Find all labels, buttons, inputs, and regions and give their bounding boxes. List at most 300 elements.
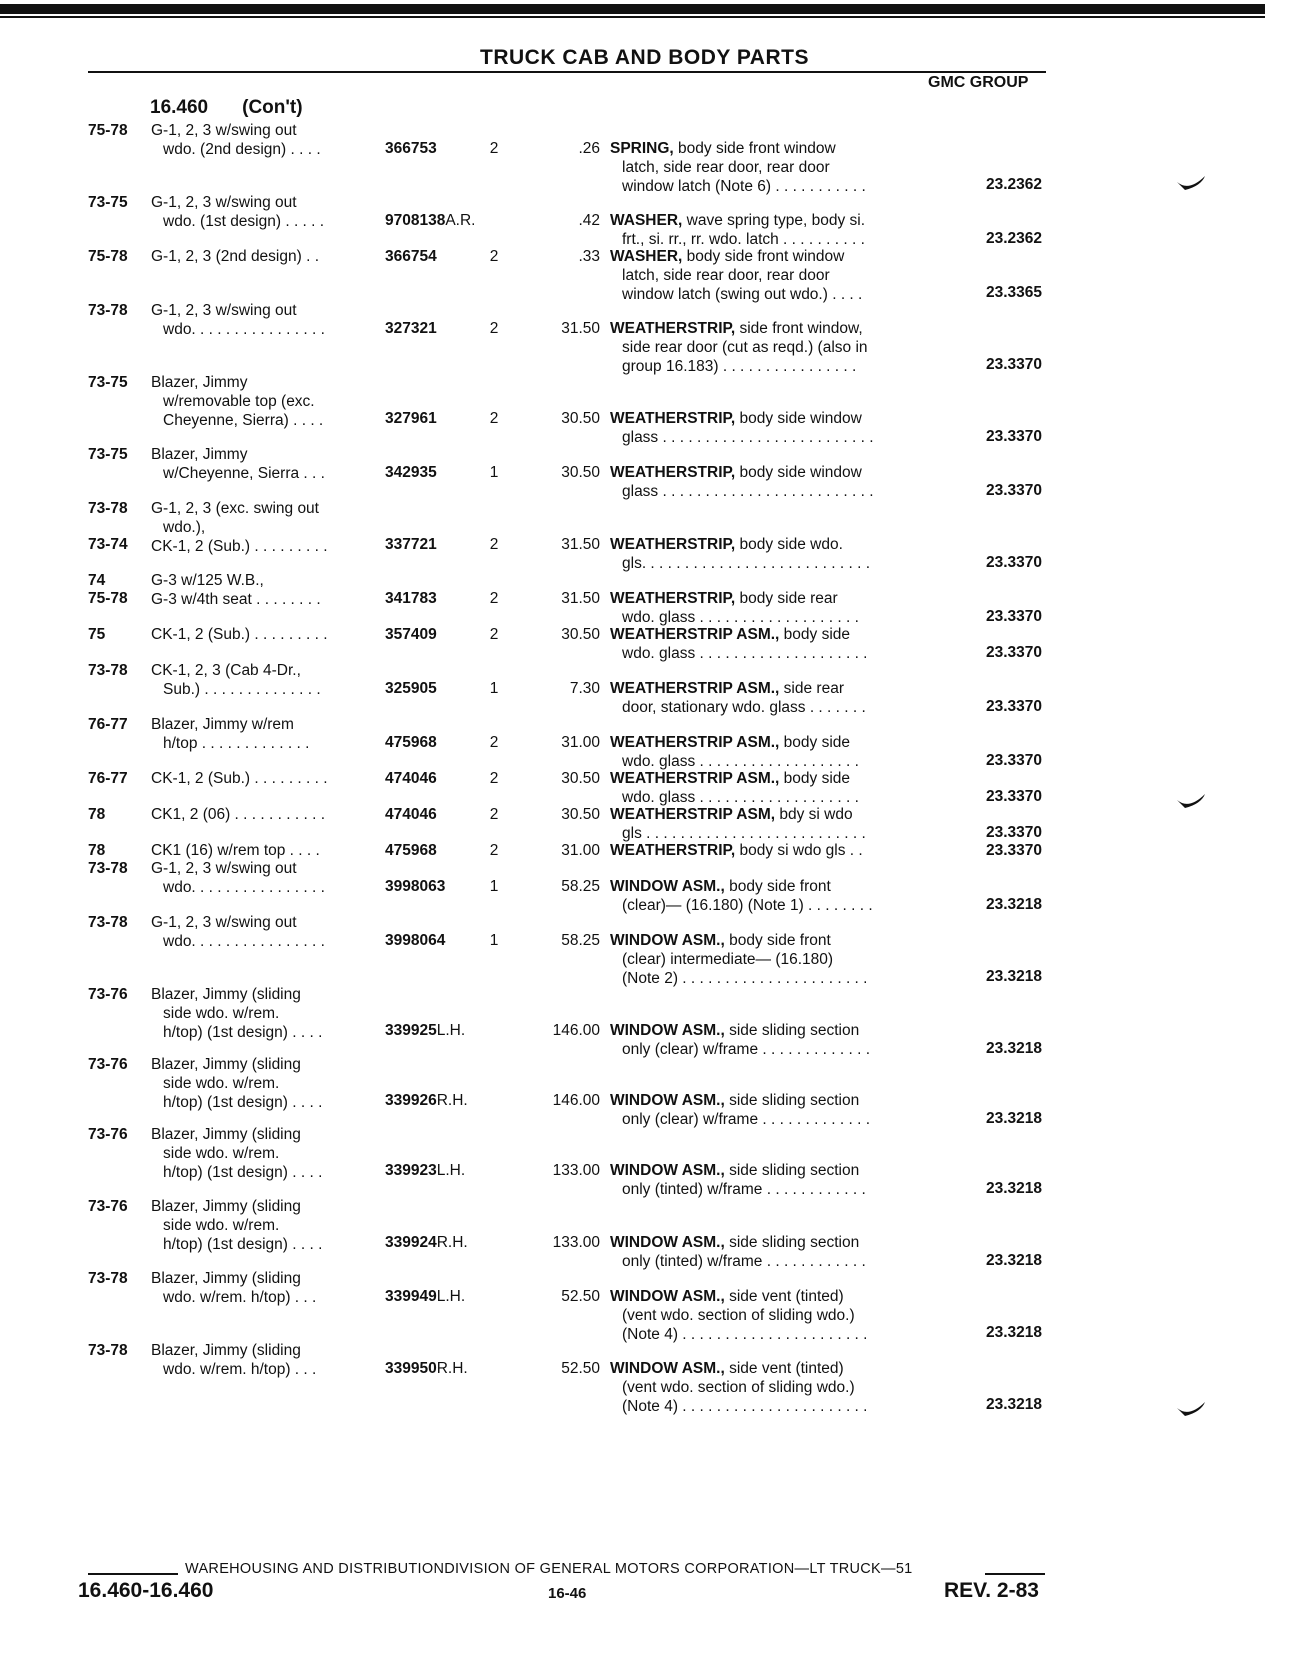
application-line: h/top) (1st design) . . . . [163,1094,323,1111]
application-description [151,661,376,699]
part-number [385,1161,465,1180]
part-description-line: window latch (Note 6) . . . . . . . . . . . [622,178,866,195]
application-line: wdo.), [163,519,206,536]
part-number-value: 3998064 [385,932,446,949]
part-description [610,1233,930,1271]
part-description [610,679,930,717]
price: 52.50 [561,1360,600,1377]
part-description [610,769,930,807]
model-year: 73-78 [88,302,128,319]
part-description [610,1359,930,1416]
part-description-line: side vent (tinted) [729,1360,844,1377]
part-description-line: body side wdo. [739,536,843,553]
model-year: 73-76 [88,1126,128,1143]
quantity: 1 [489,878,499,895]
part-description [610,139,930,196]
part-number [385,211,476,230]
part-number [385,625,437,644]
part-description-line: (vent wdo. section of sliding wdo.) [622,1379,855,1396]
application-description [151,625,376,644]
group-reference: 23.3370 [985,698,1042,715]
part-description-line: body side [783,734,851,751]
group-reference: 23.3370 [985,788,1042,805]
group-reference: 23.3370 [985,824,1042,841]
part-description-line: (clear) intermediate— (16.180) [622,951,834,968]
part-description-line: (clear)— (16.180) (Note 1) . . . . . . . . [622,897,873,914]
quantity: 1 [489,464,499,481]
part-name: WINDOW ASM., [610,1234,725,1251]
part-description [610,247,930,304]
part-number-value: 9708138 [385,212,446,229]
price: .26 [578,140,600,157]
application-line: side wdo. w/rem. [163,1145,280,1162]
application-line: G-1, 2, 3 w/swing out [151,860,297,877]
part-number [385,1287,465,1306]
binding-hole-mark [1175,1394,1209,1422]
application-line: CK-1, 2 (Sub.) . . . . . . . . . [151,770,328,787]
part-number-value: 339926 [385,1092,437,1109]
part-description-line: gls . . . . . . . . . . . . . . . . . . . . . . . . . . [622,825,866,842]
application-description [151,805,376,824]
footer-section-range: 16.460-16.460 [78,1579,214,1602]
model-year: 73-78 [88,914,128,931]
part-number-value: 339923 [385,1162,437,1179]
group-reference: 23.3218 [985,1324,1042,1341]
part-description-line: wave spring type, body si. [686,212,865,229]
group-reference: 23.3218 [985,968,1042,985]
application-description [151,841,376,860]
part-number [385,589,437,608]
part-number-suffix: R.H. [436,1360,468,1377]
part-number [385,679,437,698]
application-line: h/top) (1st design) . . . . [163,1164,323,1181]
part-number [385,319,437,338]
footer-rule-left [88,1573,178,1575]
quantity: 1 [489,932,499,949]
application-line: h/top) (1st design) . . . . [163,1236,323,1253]
application-description [151,769,376,788]
part-description-line: body side [783,626,851,643]
model-year: 76-77 [88,770,128,787]
part-description-line: body side front window [686,248,845,265]
part-number [385,247,437,266]
binding-hole-mark [1175,786,1209,814]
part-description [610,1091,930,1129]
quantity: 2 [489,734,499,751]
application-line: G-1, 2, 3 (exc. swing out [151,500,319,517]
group-reference: 23.3370 [985,608,1042,625]
part-name: WEATHERSTRIP ASM, [610,806,776,823]
title-rule [88,71,1046,73]
part-description [610,1161,930,1199]
part-description [610,841,930,860]
application-description [151,499,376,556]
group-reference: 23.3370 [985,752,1042,769]
part-number-value: 339950 [385,1360,437,1377]
model-year: 73-76 [88,1198,128,1215]
part-description [610,409,930,447]
part-description-line: window latch (swing out wdo.) . . . . [622,286,863,303]
model-year: 78 [88,806,106,823]
application-description [151,571,376,609]
quantity: 2 [489,410,499,427]
part-name: WINDOW ASM., [610,1022,725,1039]
part-description-line: body side [783,770,851,787]
part-description-line: side sliding section [729,1092,860,1109]
part-description-line: side front window, [739,320,863,337]
application-line: CK1, 2 (06) . . . . . . . . . . . [151,806,325,823]
section-heading [150,97,303,119]
part-number-value: 474046 [385,770,437,787]
model-year: 75 [88,626,106,643]
part-description-line: frt., si. rr., rr. wdo. latch . . . . . . . . . . [622,231,865,248]
application-description [151,1125,376,1182]
part-name: WEATHERSTRIP ASM., [610,734,780,751]
part-description-line: only (tinted) w/frame . . . . . . . . . . . . [622,1253,866,1270]
footer-rule-right [985,1573,1045,1575]
part-description-line: side sliding section [729,1162,860,1179]
top-border-rule [0,4,1265,14]
footer-page-number: 16-46 [548,1585,587,1602]
group-reference: 23.3218 [985,1040,1042,1057]
part-description-line: only (clear) w/frame . . . . . . . . . . . . . [622,1111,871,1128]
part-description [610,625,930,663]
application-line: h/top . . . . . . . . . . . . . [163,735,310,752]
application-line: CK1 (16) w/rem top . . . . [151,842,320,859]
part-description-line: body side rear [739,590,838,607]
part-number-value: 339925 [385,1022,437,1039]
part-number-value: 366753 [385,140,437,157]
application-description [151,301,376,339]
application-line: G-3 w/4th seat . . . . . . . . [151,591,321,608]
application-line: CK-1, 2 (Sub.) . . . . . . . . . [151,538,328,555]
group-reference: 23.3370 [985,428,1042,445]
part-number-value: 475968 [385,734,437,751]
part-number-suffix: A.R. [445,212,476,229]
part-number [385,841,437,860]
price: 30.50 [561,410,600,427]
application-description [151,985,376,1042]
application-line: wdo. (2nd design) . . . . [163,141,321,158]
part-number [385,733,437,752]
part-number-suffix: L.H. [436,1288,466,1305]
price: 30.50 [561,770,600,787]
part-description-line: wdo. glass . . . . . . . . . . . . . . . . . . . [622,789,859,806]
application-description [151,445,376,483]
application-description [151,193,376,231]
application-line: Blazer, Jimmy (sliding [151,1342,301,1359]
part-number [385,877,445,896]
model-year: 76-77 [88,716,128,733]
part-description-line: door, stationary wdo. glass . . . . . . . [622,699,866,716]
group-reference: 23.3218 [985,1110,1042,1127]
group-reference: 23.3370 [985,356,1042,373]
application-description [151,1341,376,1379]
part-description-line: bdy si wdo [779,806,853,823]
part-number-value: 327961 [385,410,437,427]
part-number-value: 339924 [385,1234,437,1251]
part-number-suffix: L.H. [436,1162,466,1179]
group-reference: 23.2362 [985,230,1042,247]
part-description-line: latch, side rear door, rear door [622,267,830,284]
part-name: WINDOW ASM., [610,1288,725,1305]
part-description-line: group 16.183) . . . . . . . . . . . . . . . . [622,358,857,375]
quantity: 2 [489,536,499,553]
group-reference: 23.3370 [985,554,1042,571]
model-year: 74 [88,572,106,589]
application-line: G-1, 2, 3 (2nd design) . . [151,248,320,265]
part-number [385,931,445,950]
part-name: WEATHERSTRIP, [610,464,736,481]
part-name: WASHER, [610,248,683,265]
price: 7.30 [569,680,600,697]
part-description [610,589,930,627]
footer-text: WAREHOUSING AND DISTRIBUTIONDIVISION OF GENERAL MOTORS CORPORATION—LT TRUCK—51 [185,1561,913,1577]
part-number [385,409,437,428]
part-description-line: (Note 4) . . . . . . . . . . . . . . . . . . . . . . [622,1398,868,1415]
part-name: WEATHERSTRIP, [610,590,736,607]
application-description [151,715,376,753]
section-continued: (Con't) [242,97,303,118]
part-number [385,1359,468,1378]
group-reference: 23.3370 [985,644,1042,661]
part-name: WEATHERSTRIP ASM., [610,626,780,643]
part-description-line: side sliding section [729,1234,860,1251]
part-description [610,535,930,573]
application-description [151,859,376,897]
application-line: CK-1, 2, 3 (Cab 4-Dr., [151,662,301,679]
part-name: WASHER, [610,212,683,229]
model-year: 75-78 [88,248,128,265]
model-year: 78 [88,842,106,859]
price: 58.25 [561,932,600,949]
price: 30.50 [561,626,600,643]
quantity: 1 [489,680,499,697]
quantity: 2 [489,626,499,643]
part-description-line: body side front [729,878,831,895]
part-number-value: 366754 [385,248,437,265]
application-line: G-1, 2, 3 w/swing out [151,194,297,211]
quantity: 2 [489,806,499,823]
part-name: WEATHERSTRIP, [610,842,736,859]
part-description-line: glass . . . . . . . . . . . . . . . . . . . . . . . . . [622,483,874,500]
part-description [610,319,930,376]
part-number-suffix: L.H. [436,1022,466,1039]
part-description-line: (Note 2) . . . . . . . . . . . . . . . . . . . . . . [622,970,868,987]
application-line: Blazer, Jimmy (sliding [151,986,301,1003]
quantity: 2 [489,590,499,607]
part-description-line: body side window [739,464,862,481]
price: 133.00 [552,1162,600,1179]
part-number-suffix: R.H. [436,1234,468,1251]
part-name: WEATHERSTRIP, [610,320,736,337]
model-year: 73-78 [88,662,128,679]
price: 146.00 [552,1092,600,1109]
part-name: WINDOW ASM., [610,1092,725,1109]
application-description [151,373,376,430]
price: 30.50 [561,806,600,823]
price: 31.00 [561,734,600,751]
group-reference: 23.3218 [985,1396,1042,1413]
application-line: Blazer, Jimmy (sliding [151,1270,301,1287]
application-description [151,1269,376,1307]
model-year: 73-78 [88,1270,128,1287]
price: 52.50 [561,1288,600,1305]
model-year: 73-78 [88,500,128,517]
part-description-line: latch, side rear door, rear door [622,159,830,176]
price: 31.50 [561,536,600,553]
part-description-line: body side front [729,932,831,949]
part-description-line: glass . . . . . . . . . . . . . . . . . . . . . . . . . [622,429,874,446]
part-number [385,769,437,788]
application-line: CK-1, 2 (Sub.) . . . . . . . . . [151,626,328,643]
group-reference: 23.3218 [985,1252,1042,1269]
group-reference: 23.3370 [985,842,1042,859]
application-line: G-1, 2, 3 w/swing out [151,122,297,139]
application-line: Blazer, Jimmy (sliding [151,1126,301,1143]
application-line: G-1, 2, 3 w/swing out [151,302,297,319]
part-description-line: (Note 4) . . . . . . . . . . . . . . . . . . . . . . [622,1326,868,1343]
application-line: wdo. w/rem. h/top) . . . [163,1361,317,1378]
part-name: WINDOW ASM., [610,878,725,895]
application-line: G-1, 2, 3 w/swing out [151,914,297,931]
page-title: TRUCK CAB AND BODY PARTS [480,46,809,69]
application-line: Blazer, Jimmy (sliding [151,1056,301,1073]
part-description-line: side sliding section [729,1022,860,1039]
application-line: Blazer, Jimmy [151,446,248,463]
group-reference: 23.3218 [985,1180,1042,1197]
part-description-line: only (clear) w/frame . . . . . . . . . . . . . [622,1041,871,1058]
price: .33 [578,248,600,265]
part-description-line: side rear [783,680,844,697]
part-description-line: wdo. glass . . . . . . . . . . . . . . . . . . . [622,753,859,770]
part-description-line: wdo. glass . . . . . . . . . . . . . . . . . . . . [622,645,868,662]
part-number-suffix: R.H. [436,1092,468,1109]
part-number [385,535,437,554]
price: 146.00 [552,1022,600,1039]
footer-revision: REV. 2-83 [944,1579,1039,1602]
part-number-value: 3998063 [385,878,446,895]
part-number-value: 337721 [385,536,437,553]
application-line: h/top) (1st design) . . . . [163,1024,323,1041]
model-year: 73-74 [88,536,128,553]
part-number-value: 475968 [385,842,437,859]
part-description-line: body si wdo gls . . [739,842,863,859]
quantity: 2 [489,842,499,859]
group-reference: 23.3365 [985,284,1042,301]
application-line: side wdo. w/rem. [163,1075,280,1092]
price: 58.25 [561,878,600,895]
model-year: 73-75 [88,446,128,463]
quantity: 2 [489,248,499,265]
model-year: 73-76 [88,986,128,1003]
model-year: 73-78 [88,860,128,877]
group-label: GMC GROUP [928,74,1029,91]
part-number-value: 339949 [385,1288,437,1305]
model-year: 73-76 [88,1056,128,1073]
price: 30.50 [561,464,600,481]
part-number-value: 357409 [385,626,437,643]
part-description-line: only (tinted) w/frame . . . . . . . . . . . . [622,1181,866,1198]
part-description [610,211,930,249]
part-description-line: body side front window [678,140,836,157]
part-number [385,1021,465,1040]
part-description-line: gls. . . . . . . . . . . . . . . . . . . . . . . . . . . [622,555,871,572]
part-number-value: 327321 [385,320,437,337]
application-description [151,1197,376,1254]
group-reference: 23.3370 [985,482,1042,499]
part-number [385,805,437,824]
part-number-value: 325905 [385,680,437,697]
price: 31.00 [561,842,600,859]
part-number [385,1091,468,1110]
part-name: WINDOW ASM., [610,932,725,949]
section-number: 16.460 [150,97,209,118]
application-line: w/removable top (exc. [163,393,315,410]
part-name: WINDOW ASM., [610,1360,725,1377]
application-line: wdo. . . . . . . . . . . . . . . . [163,933,325,950]
part-number-value: 342935 [385,464,437,481]
model-year: 75-78 [88,590,128,607]
application-description [151,913,376,951]
application-line: Blazer, Jimmy w/rem [151,716,294,733]
part-description [610,463,930,501]
application-line: Sub.) . . . . . . . . . . . . . . [163,681,321,698]
part-description-line: body side window [739,410,862,427]
price: 31.50 [561,320,600,337]
top-border-rule-thin [0,16,1265,18]
price: 133.00 [552,1234,600,1251]
application-line: Blazer, Jimmy [151,374,248,391]
part-number [385,139,437,158]
application-line: Blazer, Jimmy (sliding [151,1198,301,1215]
part-number-value: 341783 [385,590,437,607]
model-year: 75-78 [88,122,128,139]
part-name: WINDOW ASM., [610,1162,725,1179]
application-line: wdo. (1st design) . . . . . [163,213,325,230]
application-line: Cheyenne, Sierra) . . . . [163,412,324,429]
binding-hole-mark [1175,168,1209,196]
part-description-line: (vent wdo. section of sliding wdo.) [622,1307,855,1324]
part-name: SPRING, [610,140,674,157]
application-description [151,1055,376,1112]
part-description [610,733,930,771]
application-line: wdo. . . . . . . . . . . . . . . . [163,879,325,896]
part-number [385,1233,468,1252]
application-line: wdo. . . . . . . . . . . . . . . . [163,321,325,338]
part-description-line: wdo. glass . . . . . . . . . . . . . . . . . . . [622,609,859,626]
application-line: side wdo. w/rem. [163,1217,280,1234]
part-description [610,877,930,915]
group-reference: 23.3218 [985,896,1042,913]
application-description [151,121,376,159]
model-year: 73-78 [88,1342,128,1359]
application-line: G-3 w/125 W.B., [151,572,264,589]
price: 31.50 [561,590,600,607]
part-name: WEATHERSTRIP ASM., [610,770,780,787]
price: .42 [578,212,600,229]
part-description [610,931,930,988]
part-name: WEATHERSTRIP, [610,410,736,427]
group-reference: 23.2362 [985,176,1042,193]
part-description [610,1021,930,1059]
quantity: 2 [489,320,499,337]
part-name: WEATHERSTRIP ASM., [610,680,780,697]
part-number-value: 474046 [385,806,437,823]
model-year: 73-75 [88,374,128,391]
part-description-line: side rear door (cut as reqd.) (also in [622,339,868,356]
part-name: WEATHERSTRIP, [610,536,736,553]
